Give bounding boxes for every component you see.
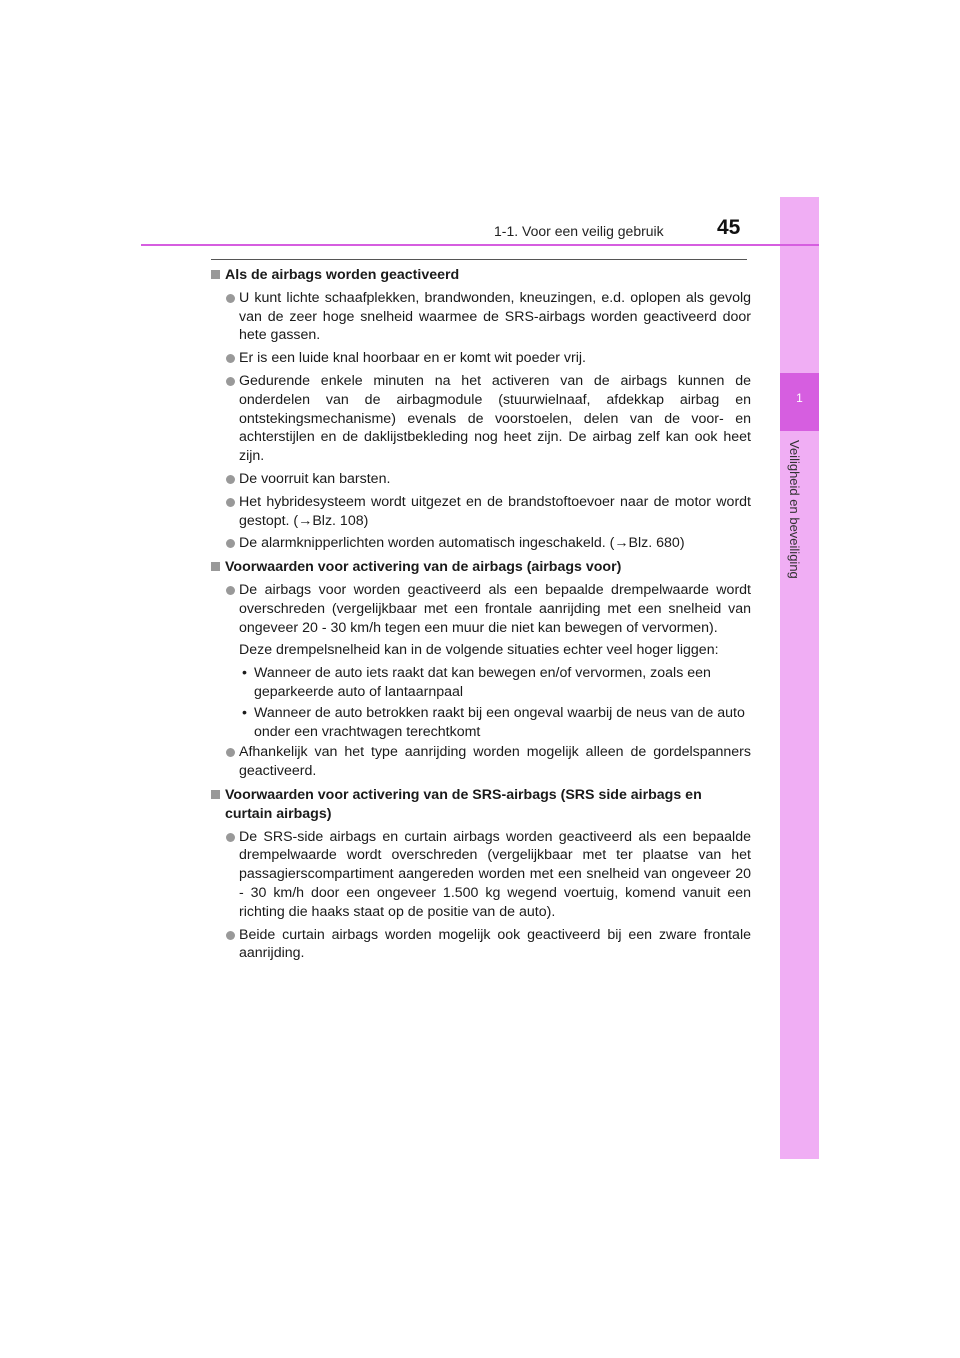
bullet-item — [211, 349, 751, 368]
chapter-number: 1 — [796, 391, 803, 405]
sub-bullet-icon: • — [242, 704, 247, 721]
section-title — [211, 266, 751, 285]
page-content — [211, 266, 751, 968]
round-bullet-icon — [226, 586, 235, 595]
sub-item-text: Wanneer de auto betrokken raakt bij een ongeval waarbij de neus van de auto onder een vrachtwagen terechtkomt — [254, 704, 745, 740]
bullet-item — [211, 289, 751, 345]
square-bullet-icon — [211, 562, 220, 571]
chapter-title: Veiligheid en beveiliging — [787, 440, 802, 579]
bullet-text: U kunt lichte schaafplekken, brandwonden, kneuzingen, e.d. oplopen als gevolg van de zeer hoge snelheid waarmee de SRS-airbags worden geactiveerd door hete gassen. — [239, 289, 751, 344]
round-bullet-icon — [226, 539, 235, 548]
section-title-text: Voorwaarden voor activering van de SRS-airbags (SRS side airbags en curtain airbags) — [225, 786, 702, 822]
bullet-text: De airbags voor worden geactiveerd als een bepaalde drempelwaarde wordt overschreden (vergelijkbaar met een frontale aanrijding met een snelheid van ongeveer 20 - 30 km/h tegen een muur die niet kan bewegen of vervormen). — [239, 581, 751, 636]
round-bullet-icon — [226, 294, 235, 303]
square-bullet-icon — [211, 270, 220, 279]
round-bullet-icon — [226, 354, 235, 363]
bullet-item — [211, 926, 751, 964]
section — [211, 786, 751, 963]
chapter-sidebar — [780, 197, 819, 1159]
section-title — [211, 786, 751, 824]
bullet-item — [211, 493, 751, 531]
header-rule — [141, 244, 819, 246]
section — [211, 558, 751, 781]
section-title — [211, 558, 751, 577]
bullet-paragraph: Deze drempelsnelheid kan in de volgende situaties echter veel hoger liggen: — [239, 642, 719, 659]
round-bullet-icon — [226, 748, 235, 757]
square-bullet-icon — [211, 790, 220, 799]
sub-bullet-icon: • — [242, 665, 247, 682]
sub-item — [211, 664, 751, 702]
section-title-text: Als de airbags worden geactiveerd — [225, 267, 460, 283]
bullet-item — [211, 828, 751, 922]
bullet-item — [211, 581, 751, 637]
bullet-text: Er is een luide knal hoorbaar en er komt wit poeder vrij. — [239, 350, 586, 367]
bullet-text: De SRS-side airbags en curtain airbags worden geactiveerd als een bepaalde drempelwaarde wordt overschreden (vergelijkbaar met ter plaatse van het passagierscompartiment aangereden worden met een snelheid van ongeveer 20 - 30 km/h door een ongeveer 1.500 kg wegend voertuig, komend vanuit een richting die haaks staat op de positie van de auto). — [239, 828, 751, 920]
sub-item — [211, 704, 751, 742]
round-bullet-icon — [226, 377, 235, 386]
bullet-item — [211, 743, 751, 781]
page-number: 45 — [717, 216, 741, 239]
header-section-title: 1-1. Voor een veilig gebruik — [494, 223, 664, 239]
round-bullet-icon — [226, 931, 235, 940]
bullet-item — [211, 372, 751, 466]
bullet-item — [211, 470, 751, 489]
round-bullet-icon — [226, 475, 235, 484]
bullet-text: Afhankelijk van het type aanrijding worden mogelijk alleen de gordelspanners geactiveerd. — [239, 744, 751, 780]
bullet-text: De voorruit kan barsten. — [239, 470, 391, 487]
content-divider — [211, 259, 747, 260]
bullet-item — [211, 534, 751, 553]
round-bullet-icon — [226, 498, 235, 507]
bullet-text: De alarmknipperlichten worden automatisch ingeschakeld. (→Blz. 680) — [239, 535, 685, 552]
sub-item-text: Wanneer de auto iets raakt dat kan bewegen en/of vervormen, zoals een geparkeerde auto of lantaarnpaal — [254, 665, 711, 700]
bullet-text: Beide curtain airbags worden mogelijk ook geactiveerd bij een zware frontale aanrijding. — [239, 926, 751, 962]
bullet-text: Het hybridesysteem wordt uitgezet en de brandstoftoevoer naar de motor wordt gestopt. (→Blz. 108) — [239, 493, 751, 529]
bullet-text: Gedurende enkele minuten na het activeren van de airbags kunnen de onderdelen van de airbagmodule (stuurwielnaaf, afdekkap airbag en ontstekingsmechanisme) evenals de voorstoelen, delen van de voor- en achterstijlen en de daklijstbekleding nog heet zijn. De airbag zelf kan ook heet zijn. — [239, 372, 751, 465]
section — [211, 266, 751, 553]
round-bullet-icon — [226, 833, 235, 842]
section-title-text: Voorwaarden voor activering van de airbags (airbags voor) — [225, 559, 622, 576]
